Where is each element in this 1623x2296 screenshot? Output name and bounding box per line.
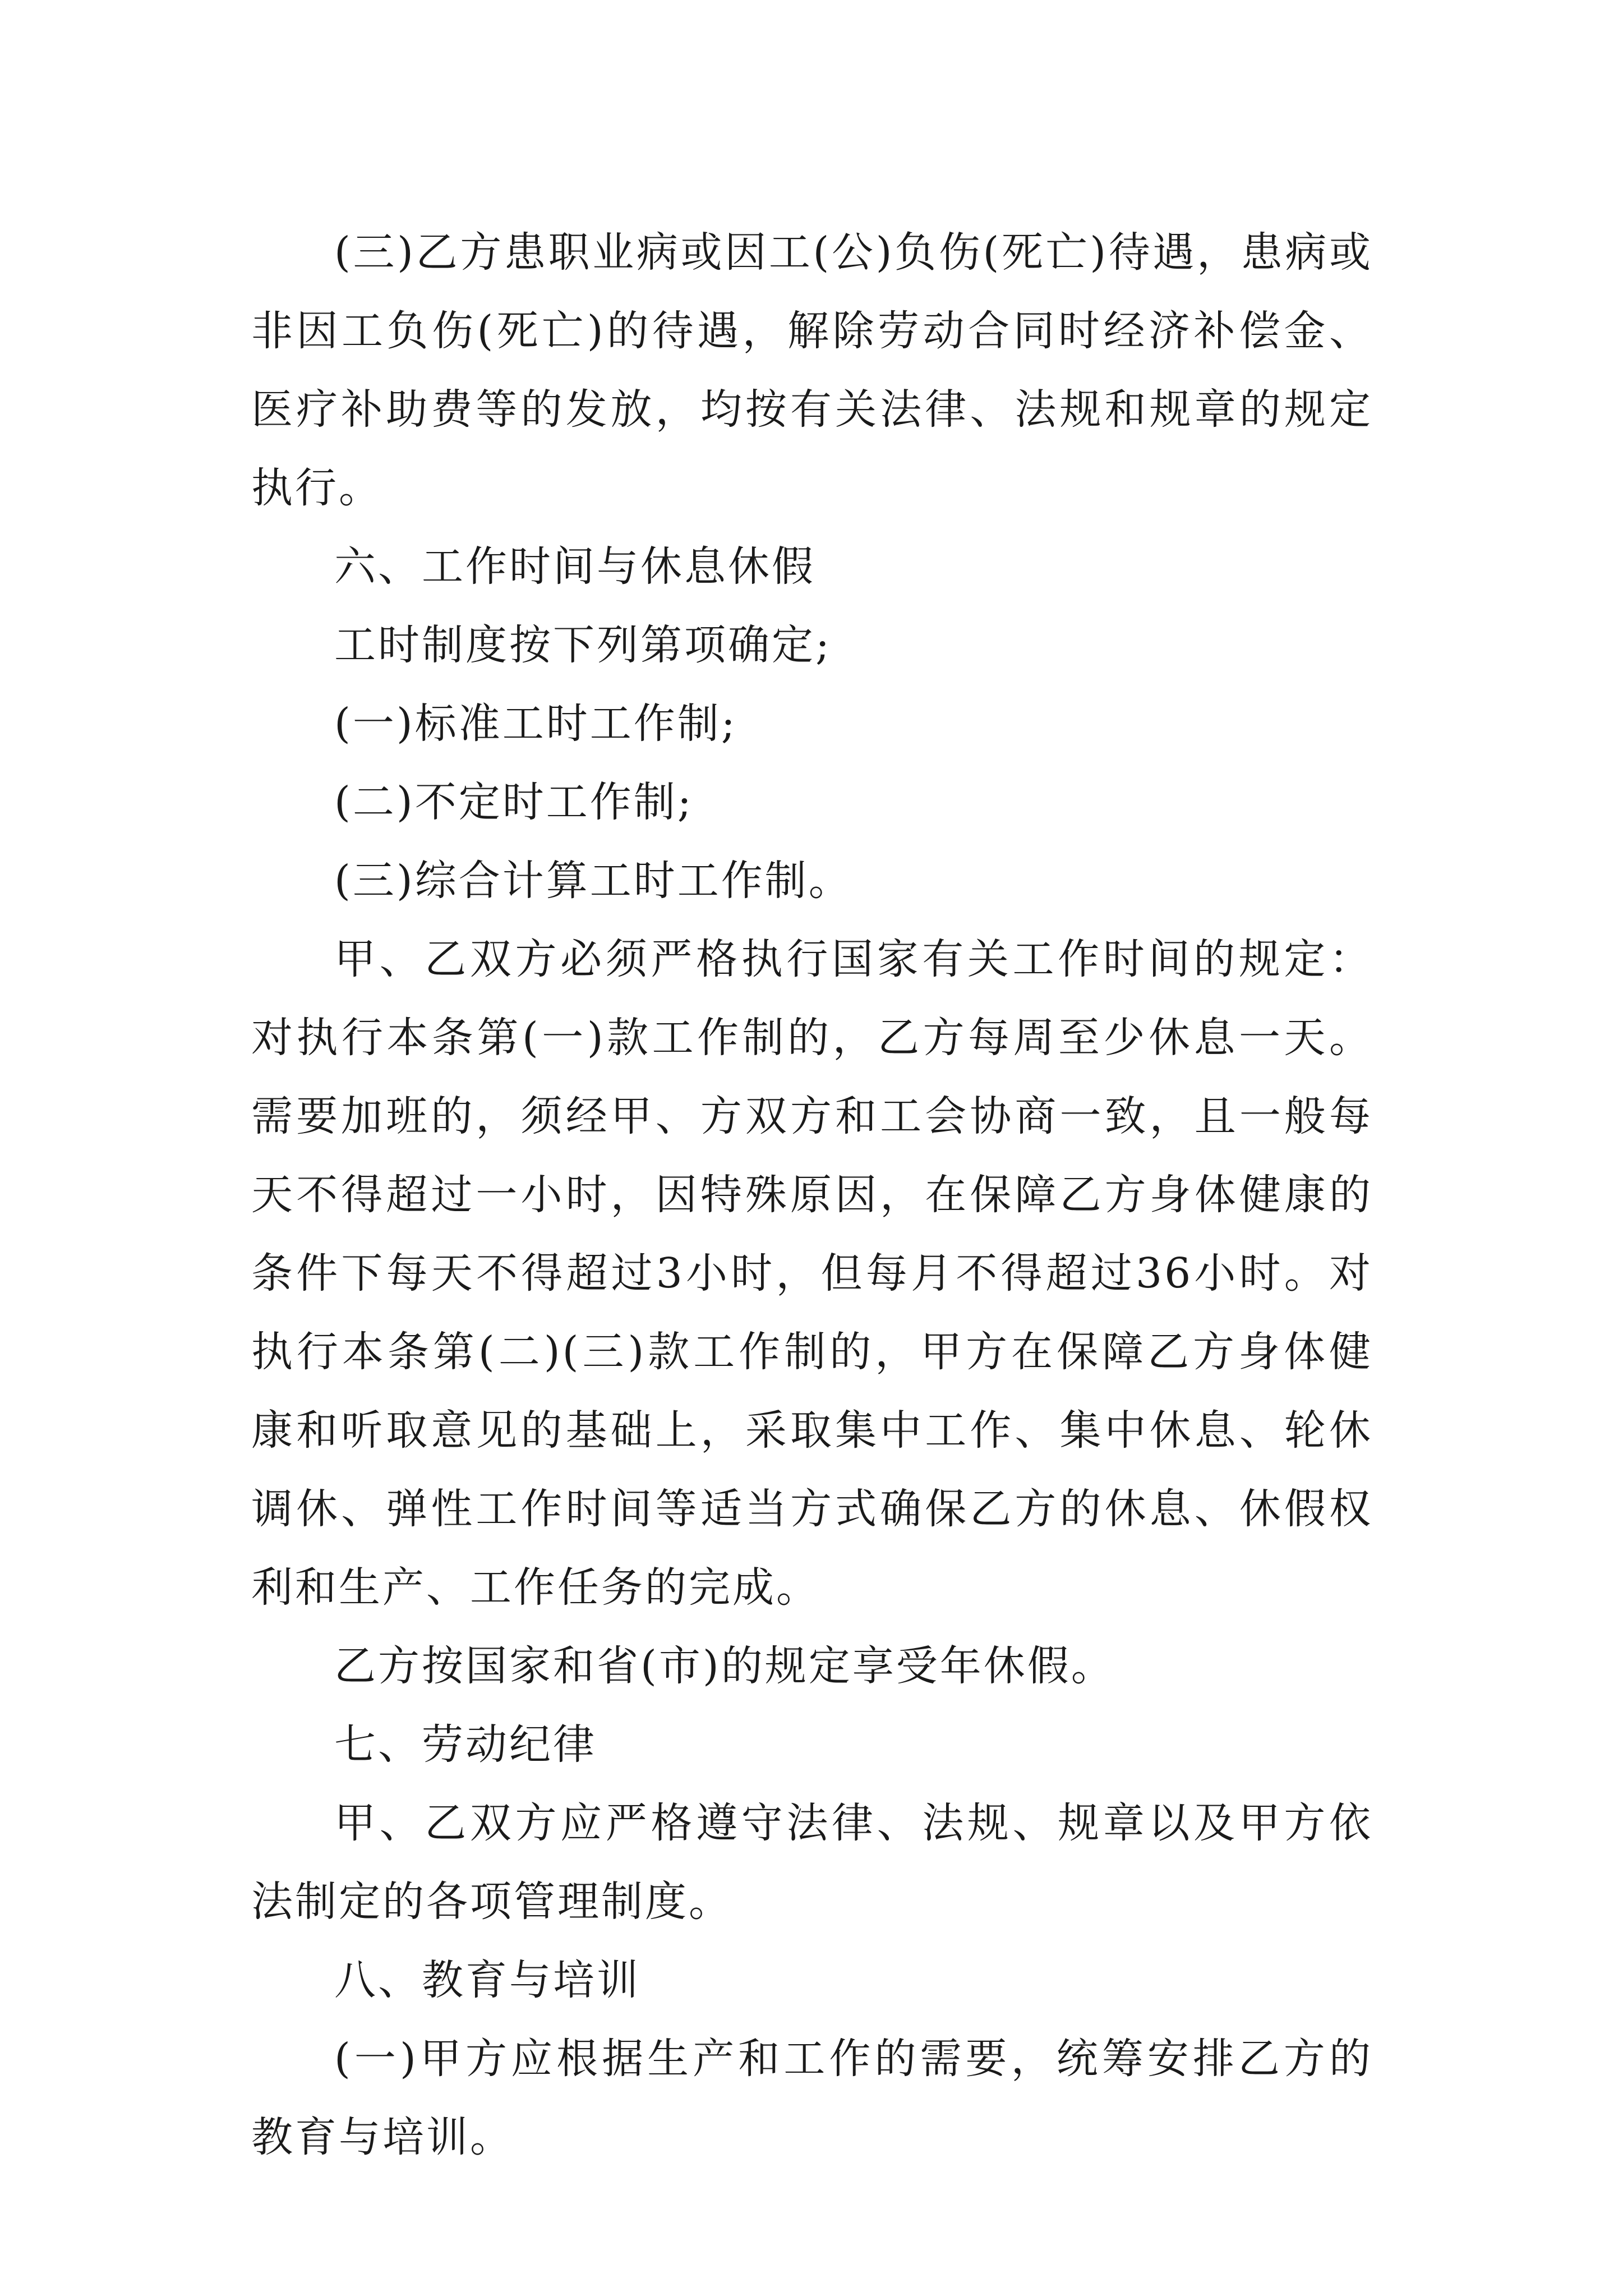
paragraph-training-arrangement: (一)甲方应根据生产和工作的需要，统筹安排乙方的教育与培训。 bbox=[251, 2035, 1373, 2161]
paragraph-discipline-rules: 甲、乙双方应严格遵守法律、法规、规章以及甲方依法制定的各项管理制度。 bbox=[251, 1799, 1373, 1926]
list-item-comprehensive-hours: (三)综合计算工时工作制。 bbox=[334, 857, 852, 905]
section-heading-labor-discipline: 七、劳动纪律 bbox=[334, 1720, 597, 1769]
paragraph-work-injury-treatment: (三)乙方患职业病或因工(公)负伤(死亡)待遇，患病或非因工负伤(死亡)的待遇，解除劳动合同时经济补偿金、医疗补助费等的发放，均按有关法律、法规和规章的规定执行。 bbox=[251, 228, 1373, 512]
section-heading-working-hours: 六、工作时间与休息休假 bbox=[334, 542, 815, 591]
section-heading-education-training: 八、教育与培训 bbox=[334, 1956, 640, 2004]
paragraph-working-hours-system: 工时制度按下列第项确定; bbox=[334, 621, 832, 669]
list-item-flexible-hours: (二)不定时工作制; bbox=[334, 778, 694, 826]
paragraph-working-time-rules: 甲、乙双方必须严格执行国家有关工作时间的规定：对执行本条第(一)款工作制的，乙方每周至少休息一天。需要加班的，须经甲、方双方和工会协商一致，且一般每天不得超过一小时，因特殊原因，在保障乙方身体健康的条件下每天不得超过3小时，但每月不得超过36小时。对执行本条第(二)(三)款工作制的，甲方在保障乙方身体健康和听取意见的基础上，采取集中工作、集中休息、轮休调休、弹性工作时间等适当方式确保乙方的休息、休假权利和生产、工作任务的完成。 bbox=[251, 935, 1373, 1612]
list-item-standard-hours: (一)标准工时工作制; bbox=[334, 700, 737, 748]
paragraph-annual-leave: 乙方按国家和省(市)的规定享受年休假。 bbox=[334, 1642, 1115, 1690]
document-body bbox=[251, 213, 1373, 2177]
